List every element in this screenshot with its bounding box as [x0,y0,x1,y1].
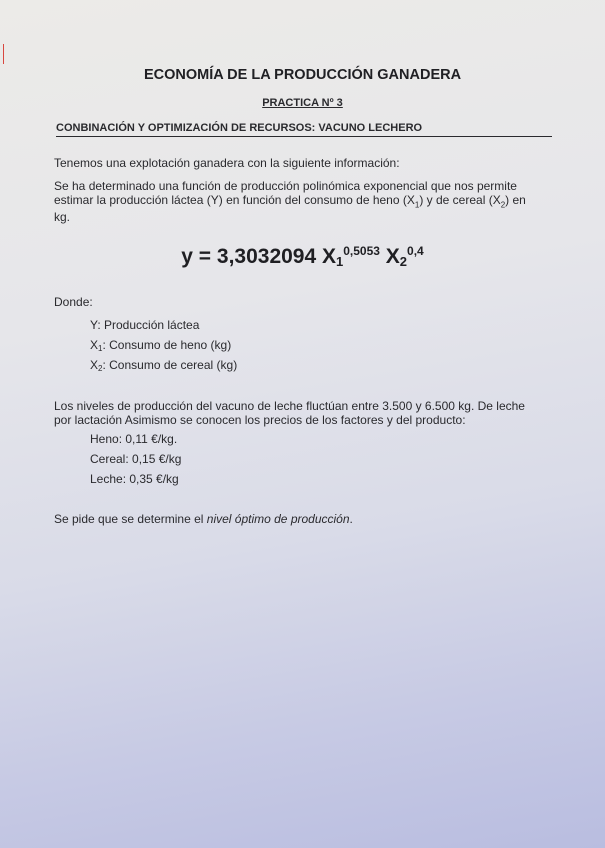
section-title: CONBINACIÓN Y OPTIMIZACIÓN DE RECURSOS: VACUNO LECHERO [56,122,552,137]
task-request: Se pide que se determine el nivel óptimo de producción. [54,512,353,526]
price-leche: Leche: 0,35 €/kg [90,472,179,486]
price-heno: Heno: 0,11 €/kg. [90,432,178,446]
levels-line-1: Los niveles de producción del vacuno de leche fluctúan entre 3.500 y 6.500 kg. De leche [54,399,525,413]
production-levels-paragraph [54,400,559,427]
definition-y: Y: Producción láctea [90,318,200,332]
intro-text: Tenemos una explotación ganadera con la siguiente información: [54,156,400,170]
definition-x2: $X_2$: Consumo de cereal (kg) [90,358,238,373]
price-cereal: Cereal: 0,15 €/kg [90,452,182,466]
practice-number: PRACTICA Nº 3 [262,97,343,109]
production-function-formula: y = 3,3032094 $X_1^{0,5053}$ $X_2^{0,4}$ [181,244,424,269]
description-line-1: Se ha determinado una función de producción polinómica exponencial que nos permite [54,179,517,193]
document-title: ECONOMÍA DE LA PRODUCCIÓN GANADERA [143,67,462,83]
definition-x1: $X_1$: Consumo de heno (kg) [90,338,232,353]
page-edge-mark [3,44,4,64]
task-emphasis: nivel óptimo de producción [206,512,350,526]
description-line-2: estimar la producción láctea (Y) en función del consumo de heno $(X_1)$ y de cereal $(X_2)$ en [54,192,526,209]
levels-line-2: por lactación Asimismo se conocen los precios de los factores y del producto: [54,412,466,427]
description-line-3: kg. [54,210,71,225]
description-paragraph [54,180,551,225]
donde-label: Donde: [54,295,93,309]
